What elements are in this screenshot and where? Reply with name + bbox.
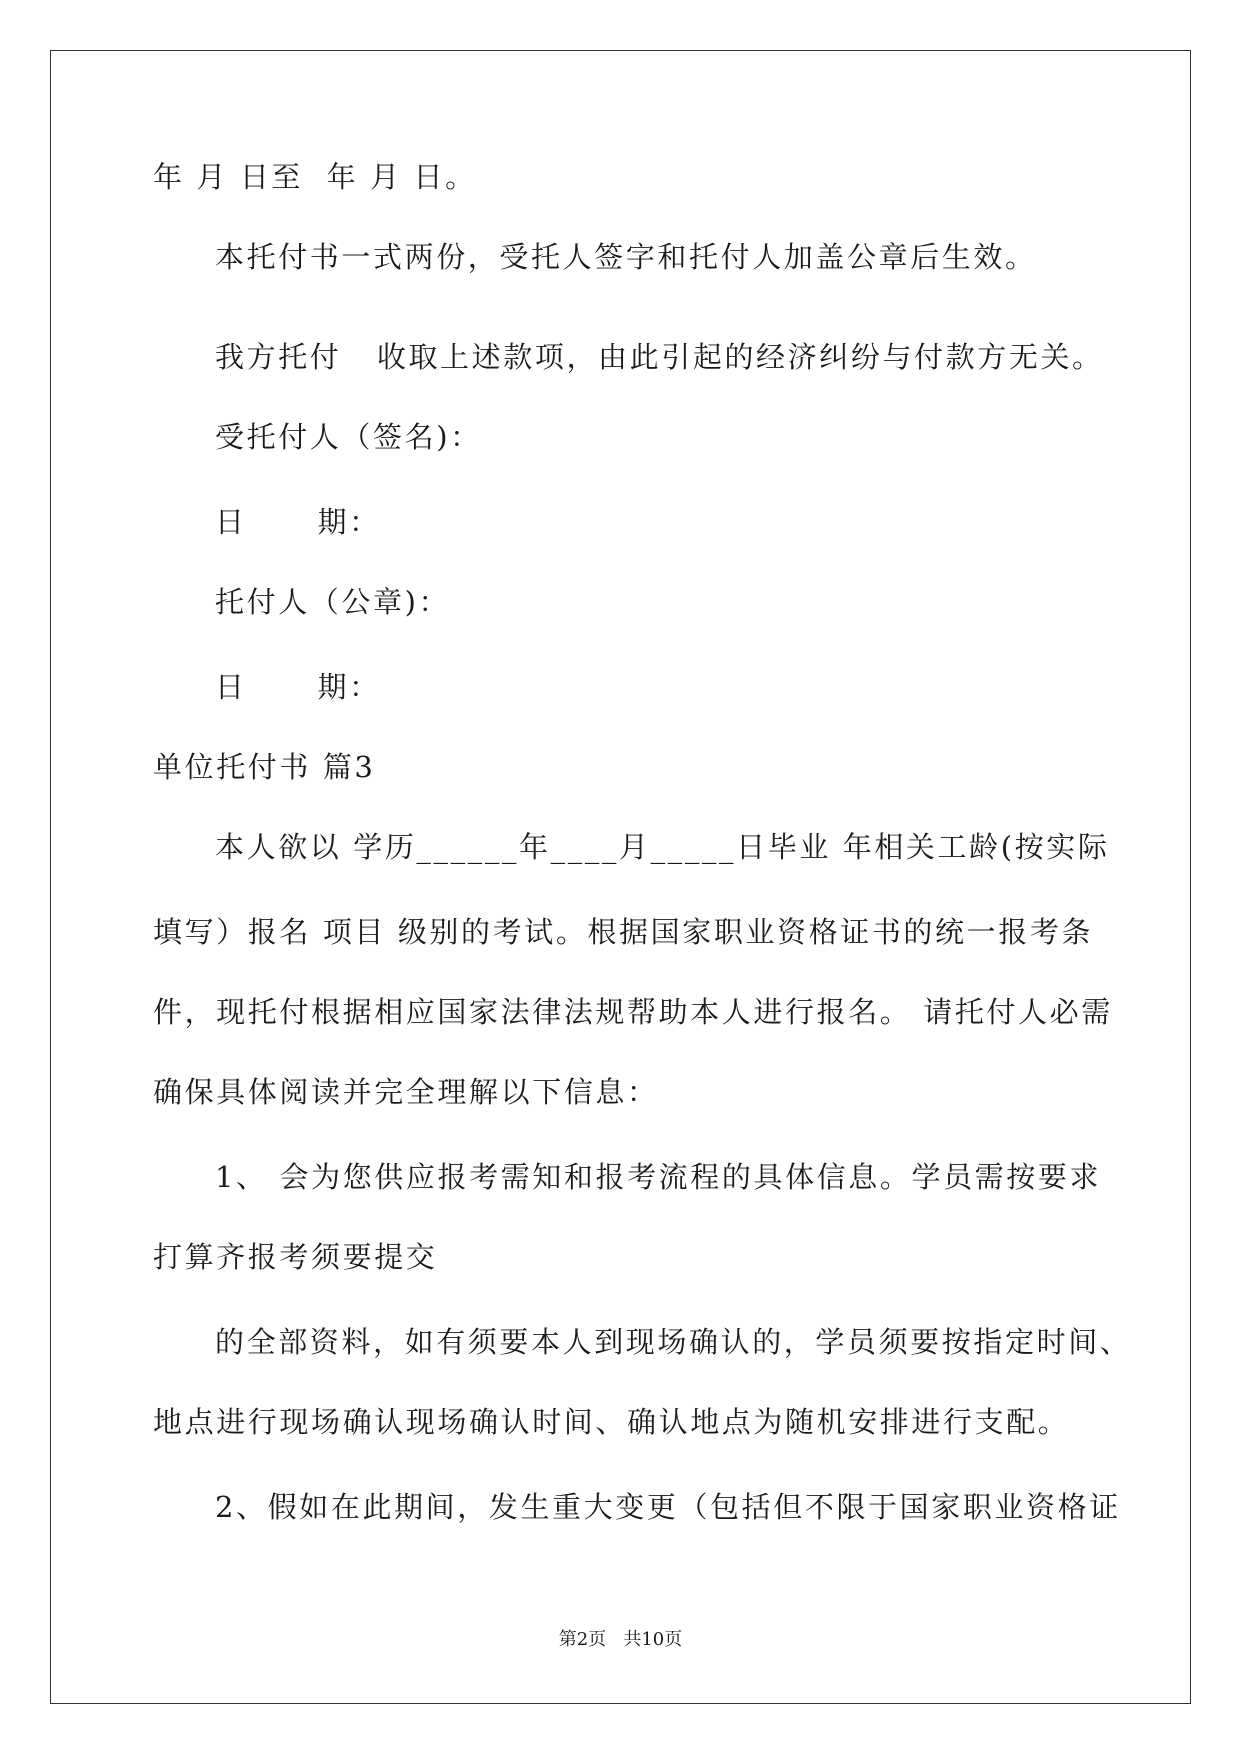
date-label-1: 日 期： bbox=[215, 505, 381, 539]
item-1-line-3: 的全部资料，如有须要本人到现场确认的，学员须要按指定时间、 bbox=[215, 1325, 1132, 1359]
paragraph-applicant-intro: 本人欲以 学历______年____月_____日毕业 年相关工龄(按实际 bbox=[215, 830, 1110, 864]
item-2-line-1: 2、假如在此期间，发生重大变更（包括但不限于国家职业资格证 bbox=[215, 1490, 1121, 1524]
item-1-line-4: 地点进行现场确认现场确认时间、确认地点为随机安排进行支配。 bbox=[153, 1405, 1070, 1439]
section-heading: 单位托付书 篇3 bbox=[153, 750, 376, 784]
date-range-line: 年 月 日至 年 月 日。 bbox=[153, 160, 477, 194]
paragraph-entrust-collection: 我方托付 收取上述款项，由此引起的经济纠纷与付款方无关。 bbox=[215, 340, 1104, 374]
page-border bbox=[50, 50, 1191, 1704]
paragraph-applicant-line-2: 填写）报名 项目 级别的考试。根据国家职业资格证书的统一报考条 bbox=[153, 915, 1094, 949]
paragraph-applicant-line-3: 件，现托付根据相应国家法律法规帮助本人进行报名。 请托付人必需 bbox=[153, 995, 1113, 1029]
entruster-seal-label: 托付人（公章)： bbox=[215, 585, 451, 619]
item-1-line-1: 1、 会为您供应报考需知和报考流程的具体信息。学员需按要求 bbox=[215, 1160, 1102, 1194]
date-label-2: 日 期： bbox=[215, 670, 381, 704]
paragraph-copies-effective: 本托付书一式两份，受托人签字和托付人加盖公章后生效。 bbox=[215, 240, 1037, 274]
page-number: 第2页 共10页 bbox=[558, 1629, 683, 1650]
trustee-signature-label: 受托付人（签名)： bbox=[215, 420, 482, 454]
item-1-line-2: 打算齐报考须要提交 bbox=[153, 1240, 438, 1274]
paragraph-applicant-line-4: 确保具体阅读并完全理解以下信息： bbox=[153, 1075, 659, 1109]
